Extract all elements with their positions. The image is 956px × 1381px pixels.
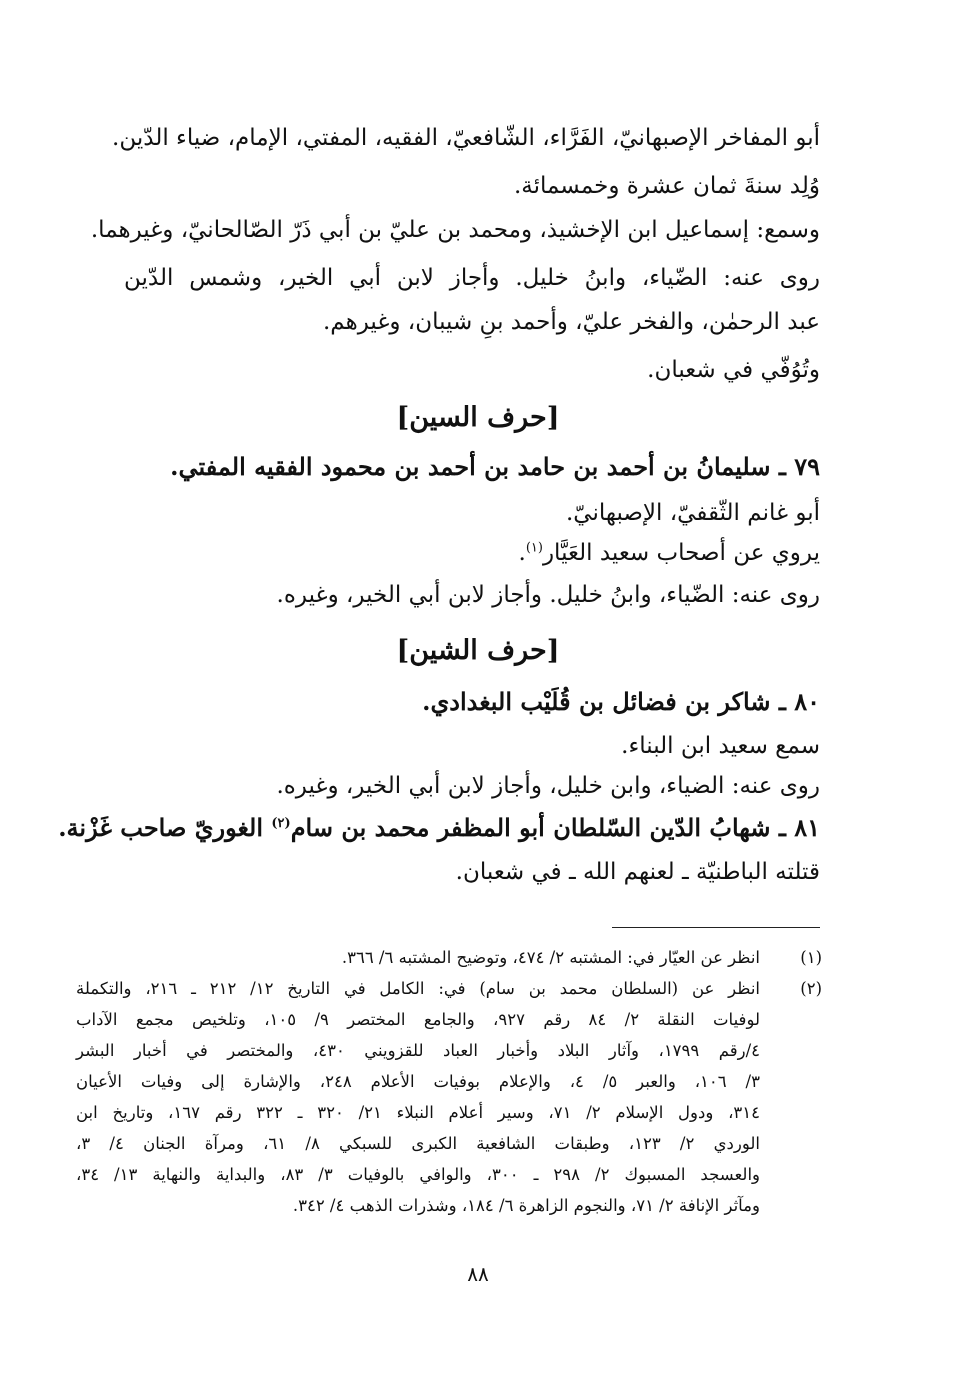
footnote-2-line: لوفيات النقلة ٢/ ٨٤ رقم ٩٢٧، والجامع المختصر ٩/ ١٠٥، وتلخيص مجمع الآداب bbox=[76, 1010, 760, 1029]
footnote-number: (٢) bbox=[800, 979, 822, 998]
footnote-ref-2[interactable]: (٢) bbox=[271, 816, 291, 831]
section-heading-shin: [حرف الشين] bbox=[396, 635, 560, 666]
text-segment: يروي عن أصحاب سعيد العَيَّار bbox=[542, 540, 820, 566]
footnote-2-line: والعسجد المسبوك ٢/ ٢٩٨ ـ ٣٠٠، والوافي بالوفيات ٣/ ٨٣، والبداية والنهاية ١٣/ ٣٤، bbox=[76, 1165, 760, 1184]
entry-79-title: ٧٩ ـ سليمانُ بن أحمد بن حامد بن أحمد بن محمود الفقيه المفتي. bbox=[170, 452, 820, 481]
footnote-number: (١) bbox=[800, 948, 822, 967]
entry-80-title: ٨٠ ـ شاكر بن فضائل بن قُلَيْب البغدادي. bbox=[422, 687, 820, 716]
text-segment: الغوريّ صاحب غَزْنة. bbox=[58, 813, 272, 842]
footnote-divider bbox=[612, 927, 820, 928]
page-number: ٨٨ bbox=[467, 1262, 489, 1286]
footnote-2-line: انظر عن (السلطان محمد بن سام) في: الكامل في التاريخ ١٢/ ٢١٢ ـ ٢١٦، والتكملة bbox=[76, 979, 760, 998]
text-segment: ٨١ ـ شهابُ الدّين السّلطان أبو المظفر محمد بن سام bbox=[290, 813, 820, 842]
text-segment: . bbox=[518, 540, 526, 566]
text-line: روى عنه: الضّياء، وابنُ خليل. وأجاز لابن أبي الخير، وشمس الدّين bbox=[124, 265, 820, 291]
text-line: روى عنه: الضياء، وابن خليل، وأجاز لابن أبي الخير، وغيره. bbox=[276, 773, 820, 799]
text-line: أبو المفاخر الإصبهانيّ، الفَرَّاء، الشّافعيّ، الفقيه، المفتي، الإمام، ضياء الدّين. bbox=[112, 125, 820, 151]
footnote-2-line: ٣١٤، ودول الإسلام ٢/ ٧١، وسير أعلام النبلاء ٢١/ ٣٢٠ ـ ٣٢٢ رقم ١٦٧، وتاريخ ابن bbox=[76, 1103, 760, 1122]
footnote-2-line: الوردي ٢/ ١٢٣، وطبقات الشافعية الكبرى للسبكي ٨/ ٦١، ومرآة الجنان ٤/ ٣، bbox=[76, 1134, 760, 1153]
text-line: وتُوُفّي في شعبان. bbox=[647, 357, 820, 383]
text-line bbox=[519, 533, 821, 573]
text-line: وسمع: إسماعيل ابن الإخشيذ، ومحمد بن عليّ بن أبي ذَرّ الصّالحانيّ، وغيرهما. bbox=[90, 217, 820, 243]
text-line: قتلته الباطنيّة ـ لعنهم الله ـ في شعبان. bbox=[455, 859, 820, 885]
footnote-2-line: ٤/رقم ١٧٩٩، وآثار البلاد وأخبار العباد للقزويني ٤٣٠، والمختصر في أخبار البشر bbox=[76, 1041, 761, 1060]
footnote-2-line: ٣/ ١٠٦، والعبر ٥/ ٤، والإعلام بوفيات الأعلام ٢٤٨، والإشارة إلى وفيات الأعيان bbox=[76, 1072, 760, 1091]
text-line: وُلِد سنةَ ثمان عشرة وخمسمائة. bbox=[513, 173, 820, 199]
text-line: سمع سعيد ابن البناء. bbox=[621, 733, 820, 759]
footnote-1: انظر عن العيّار في: المشتبه ٢/ ٤٧٤، وتوضيح المشتبه ٦/ ٣٦٦. bbox=[341, 948, 760, 967]
text-line: روى عنه: الضّياء، وابنُ خليل. وأجاز لابن أبي الخير، وغيره. bbox=[276, 582, 820, 608]
footnote-2-line: ومآثر الإنافة ٢/ ٧١، والنجوم الزاهرة ٦/ ١٨٤، وشذرات الذهب ٤/ ٣٤٢. bbox=[292, 1196, 760, 1215]
entry-81-title bbox=[58, 808, 820, 848]
footnote-ref-1[interactable]: (١) bbox=[525, 540, 543, 556]
section-heading-sin: [حرف السين] bbox=[396, 402, 560, 433]
text-line: عبد الرحمٰن، والفخر عليّ، وأحمد بنِ شيبان، وغيرهم. bbox=[322, 309, 820, 335]
text-line: أبو غانم الثّقفيّ، الإصبهانيّ. bbox=[565, 500, 820, 526]
